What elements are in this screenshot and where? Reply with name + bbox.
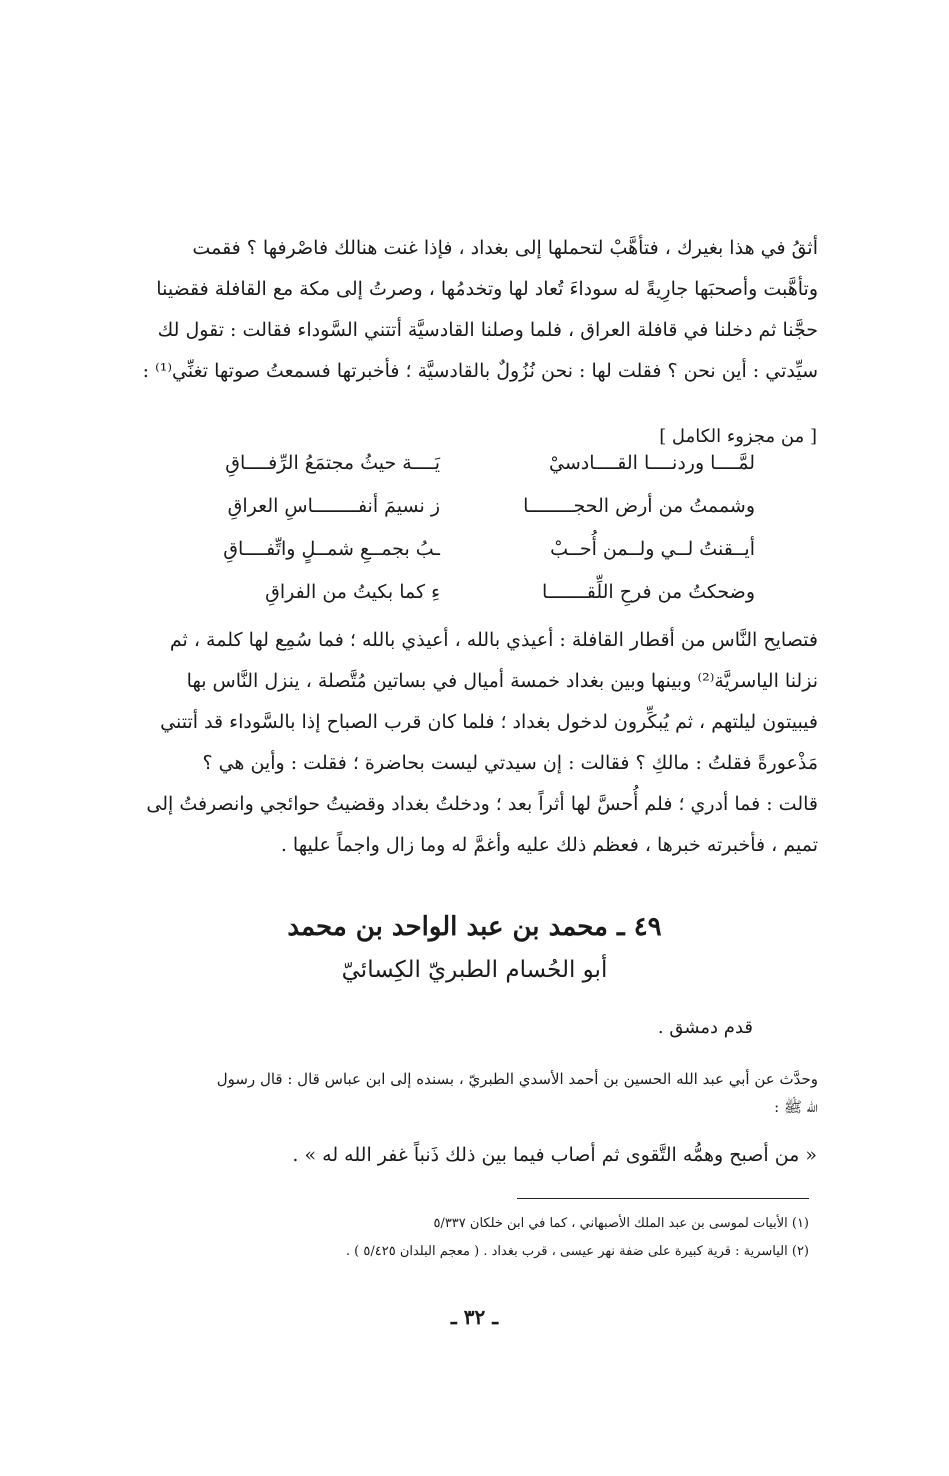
- poetic-meter-label: [ من مجزوء الكامل ]: [659, 426, 817, 447]
- verse-first-hemistich: وضحكتُ من فرحِ اللِّقـــــــا: [541, 581, 755, 603]
- verse-row: [170, 495, 755, 538]
- paragraph-1: [118, 228, 818, 392]
- poem: [170, 452, 755, 624]
- verse-row: [170, 452, 755, 495]
- section-intro: قدم دمشق .: [657, 1017, 753, 1038]
- paragraph-2: [118, 620, 818, 866]
- verse-first-hemistich: وشممتُ من أرض الحجــــــــا: [523, 495, 755, 517]
- verse-row: [170, 581, 755, 624]
- text-line: فيبيتون ليلتهم ، ثم يُبكِّرون لدخول بغداد ؛ فلما كان قرب الصباح إذا بالسَّوداء قد أتتني: [160, 711, 818, 733]
- verse-first-hemistich: لمَّــــا وردنــــا القــــادسيْ: [548, 452, 755, 474]
- section-subheading: أبو الحُسام الطبريّ الكِسائيّ: [341, 957, 608, 983]
- text-line: وتأهَّبت وأصحبَها جارِيةً له سوداءَ تُعاد لها وتخدمُها ، وصرتُ إلى مكة مع القافلة فقضينا: [156, 278, 818, 300]
- verse-second-hemistich: ز نسيمَ أنفــــــــاسِ العراقِ: [227, 495, 440, 517]
- verse-second-hemistich: يَــــة حيثُ مجتمَعُ الرِّفــــاقِ: [225, 452, 440, 474]
- footnote-divider: [517, 1198, 809, 1199]
- text-line: فتصايح النَّاس من أقطار القافلة : أعيذي بالله ، أعيذي بالله ؛ فما سُمِع لها كلمة ، ثم: [169, 629, 818, 651]
- text-line: نزلنا الياسريَّة⁽²⁾ وبينها وبين بغداد خمسة أميال في بساتين مُتَّصلة ، ينزل النَّاس بها: [186, 670, 818, 692]
- text-line: سيِّدتي : أين نحن ؟ فقلت لها : نحن نُزُولٌ بالقادسيَّة ؛ فأخبرتها فسمعتُ صوتها تغنِّي⁽¹⁾ :: [142, 360, 818, 382]
- footnote: (٢) الياسرية : قرية كبيرة على ضفة نهر عيسى ، قرب بغداد . ( معجم البلدان ٥/٤٢٥ ) .: [345, 1244, 809, 1259]
- verse-row: [170, 538, 755, 581]
- hadith-quote: « من أصبح وهمُّه التَّقوى ثم أصاب فيما بين ذلك ذَنباً غفر الله له » .: [292, 1144, 817, 1166]
- text-line: أثقُ في هذا بغيرك ، فتأهَّبْ لتحملها إلى بغداد ، فإذا غنت هنالك فاصْرفها ؟ فقمت: [192, 237, 818, 259]
- footnote: (١) الأبيات لموسى بن عبد الملك الأصبهاني ، كما في ابن خلكان ٥/٣٣٧: [433, 1216, 809, 1231]
- verse-second-hemistich: ءِ كما بكيتُ من الفراقِ: [265, 581, 440, 603]
- verse-second-hemistich: ـبُ بجمــعِ شمــلٍ واتِّفــــاقِ: [223, 538, 440, 560]
- verse-first-hemistich: أيــقنتُ لــي ولــمن أُحــبْ: [550, 538, 755, 560]
- page-number: ـ ٣٢ ـ: [450, 1305, 499, 1329]
- section-heading: ٤٩ ـ محمد بن عبد الواحد بن محمد: [287, 912, 662, 942]
- narration-line: الله ﷺ :: [774, 1098, 818, 1116]
- narration-line: وحدَّث عن أبي عبد الله الحسين بن أحمد الأسدي الطبريّ ، بسنده إلى ابن عباس قال : قال رسول: [216, 1070, 818, 1088]
- text-line: تميم ، فأخبرته خبرها ، فعظم ذلك عليه وأغمَّ له وما زال واجماً عليها .: [280, 834, 818, 856]
- text-line: قالت : فما أدري ؛ فلم أُحسَّ لها أثراً بعد ؛ ودخلتُ بغداد وقضيتُ حوائجي وانصرفتُ إلى: [146, 793, 818, 815]
- text-line: مَذْعورةً فقلتُ : مالكِ ؟ فقالت : إن سيدتي ليست بحاضرة ؛ فقلت : وأين هي ؟: [202, 752, 818, 774]
- footnotes: [249, 1210, 809, 1266]
- text-line: حجَّنا ثم دخلنا في قافلة العراق ، فلما وصلنا القادسيَّة أتتني السَّوداء فقالت : تقول لك: [157, 319, 818, 341]
- narration: [118, 1065, 818, 1121]
